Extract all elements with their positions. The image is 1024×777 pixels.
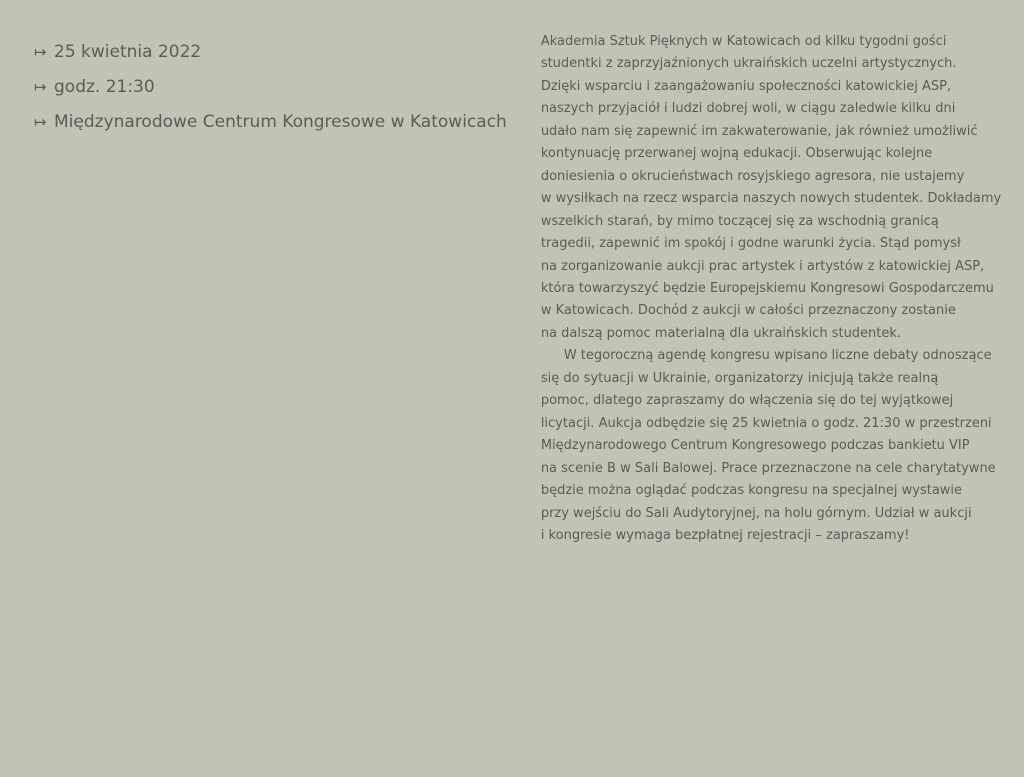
text-line: na zorganizowanie aukcji prac artystek i artystów z katowickiej ASP, — [540, 258, 985, 274]
arrow-right-icon: ↦ — [34, 112, 47, 131]
text-line: wszelkich starań, by mimo toczącej się za wschodnią granicą — [540, 213, 939, 229]
text-line: Międzynarodowego Centrum Kongresowego podczas bankietu VIP — [540, 438, 970, 454]
event-date — [34, 34, 507, 69]
event-info-column — [0, 0, 507, 777]
event-time — [34, 69, 507, 104]
description-paragraph-2 — [541, 345, 1001, 547]
text-line: doniesienia o okrucieństwach rosyjskiego agresora, nie ustajemy — [540, 168, 965, 184]
text-line: przy wejściu do Sali Audytoryjnej, na holu górnym. Udział w aukcji — [540, 505, 972, 521]
text-line: Akademia Sztuk Pięknych w Katowicach od kilku tygodni gości — [540, 34, 947, 49]
text-line: i kongresie wymaga bezpłatnej rejestracji – zapraszamy! — [540, 527, 910, 543]
text-line: pomoc, dlatego zapraszamy do włączenia się do tej wyjątkowej — [540, 393, 954, 409]
event-info-list — [34, 34, 507, 139]
text-line: tragedii, zapewnić im spokój i godne warunki życia. Stąd pomysł — [540, 236, 961, 252]
text-line: W tegoroczną agendę kongresu wpisano liczne debaty odnoszące — [563, 348, 992, 364]
event-time-text: godz. 21:30 — [54, 76, 155, 97]
event-venue — [34, 104, 507, 139]
text-line: studentki z zaprzyjaźnionych ukraińskich uczelni artystycznych. — [540, 56, 957, 72]
text-line: udało nam się zapewnić im zakwaterowanie, jak również umożliwić — [540, 123, 978, 139]
arrow-right-icon: ↦ — [34, 42, 47, 61]
description-column — [507, 0, 1024, 777]
text-line: w Katowicach. Dochód z aukcji w całości przeznaczony zostanie — [540, 303, 956, 319]
text-line: na dalszą pomoc materialną dla ukraińskich studentek. — [540, 325, 902, 341]
event-venue-text: Międzynarodowe Centrum Kongresowe w Katowicach — [54, 111, 507, 132]
text-line: będzie można oglądać podczas kongresu na specjalnej wystawie — [540, 483, 963, 499]
arrow-right-icon: ↦ — [34, 77, 47, 96]
text-line: która towarzyszyć będzie Europejskiemu Kongresowi Gospodarczemu — [540, 280, 994, 296]
text-line: kontynuację przerwanej wojną edukacji. Obserwując kolejne — [540, 146, 933, 162]
text-line: się do sytuacji w Ukrainie, organizatorzy inicjują także realną — [540, 370, 939, 386]
description-paragraph-1 — [541, 31, 1001, 345]
text-line: w wysiłkach na rzecz wsparcia naszych nowych studentek. Dokładamy — [540, 191, 1002, 207]
text-line: Dzięki wsparciu i zaangażowaniu społeczności katowickiej ASP, — [540, 78, 952, 94]
text-line: licytacji. Aukcja odbędzie się 25 kwietnia o godz. 21:30 w przestrzeni — [540, 415, 992, 431]
text-line: naszych przyjaciół i ludzi dobrej woli, w ciągu zaledwie kilku dni — [540, 101, 956, 117]
event-date-text: 25 kwietnia 2022 — [54, 41, 202, 62]
text-line: na scenie B w Sali Balowej. Prace przeznaczone na cele charytatywne — [540, 460, 996, 476]
